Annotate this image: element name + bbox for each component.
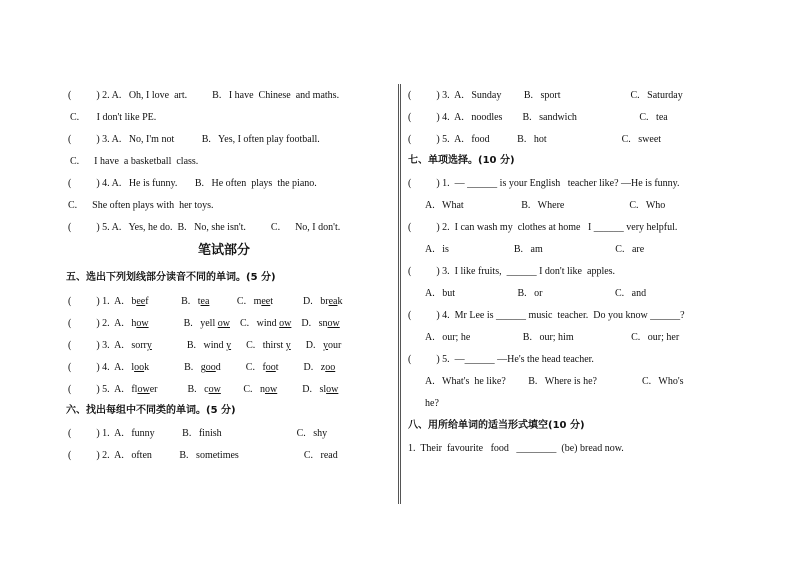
q2-line2: C. I don't like PE. [70,112,157,123]
sec6-item-2: ( ) 2. A. often B. sometimes C. read [68,450,338,461]
mc-3-options: A. but B. or C. and [425,288,647,299]
written-section-title: 笔试部分 [198,243,251,258]
mc-4-question: ( ) 4. Mr Lee is ______ music teacher. Do you know ______? [408,310,685,321]
sec6-item-1: ( ) 1. A. funny B. finish C. shy [68,428,328,439]
sec5-item-1: ( ) 1. A. beef B. tea C. meet D. break [68,296,343,307]
mc-1-options: A. What B. Where C. Who [425,200,666,211]
mc-5-options-continued: he? [425,398,439,409]
sec6-item-3: ( ) 3. A. Sunday B. sport C. Saturday [408,90,683,101]
q5-line1: ( ) 5. A. Yes, he do. B. No, she isn't. C. No, I don't. [68,222,341,233]
q2-line1: ( ) 2. A. Oh, I love art. B. I have Chinese and maths. [68,90,340,101]
mc-5-options: A. What's he like? B. Where is he? C. Who's [425,376,684,387]
section-5-heading: 五、选出下列划线部分读音不同的单词。(5 分) [66,272,276,283]
mc-1-question: ( ) 1. — ______ is your English teacher like? —He is funny. [408,178,680,189]
sec6-item-5: ( ) 5. A. food B. hot C. sweet [408,134,662,145]
q3-line2: C. I have a basketball class. [70,156,199,167]
q4-line2: C. She often plays with her toys. [68,200,214,211]
section-7-heading: 七、单项选择。(10 分) [408,155,515,166]
mc-3-question: ( ) 3. I like fruits, ______ I don't like apples. [408,266,616,277]
sec6-item-4: ( ) 4. A. noodles B. sandwich C. tea [408,112,668,123]
fill-blank-1: 1. Their favourite food ________ (be) bread now. [408,443,624,454]
sec5-item-5: ( ) 5. A. flower B. cow C. now D. slow [68,384,339,395]
mc-4-options: A. our; he B. our; him C. our; her [425,332,680,343]
mc-2-question: ( ) 2. I can wash my clothes at home I ______ very helpful. [408,222,678,233]
mc-5-question: ( ) 5. —______ —He's the head teacher. [408,354,594,365]
sec5-item-2: ( ) 2. A. how B. yell ow C. wind ow D. snow [68,318,340,329]
section-6-heading: 六、找出每组中不同类的单词。(5 分) [66,405,236,416]
q3-line1: ( ) 3. A. No, I'm not B. Yes, I often play football. [68,134,320,145]
sec5-item-3: ( ) 3. A. sorry B. wind y C. thirst y D. your [68,340,342,351]
sec5-item-4: ( ) 4. A. look B. good C. foot D. zoo [68,362,336,373]
mc-2-options: A. is B. am C. are [425,244,645,255]
q4-line1: ( ) 4. A. He is funny. B. He often plays the piano. [68,178,317,189]
column-divider [398,84,401,504]
section-8-heading: 八、用所给单词的适当形式填空(10 分) [408,420,585,431]
